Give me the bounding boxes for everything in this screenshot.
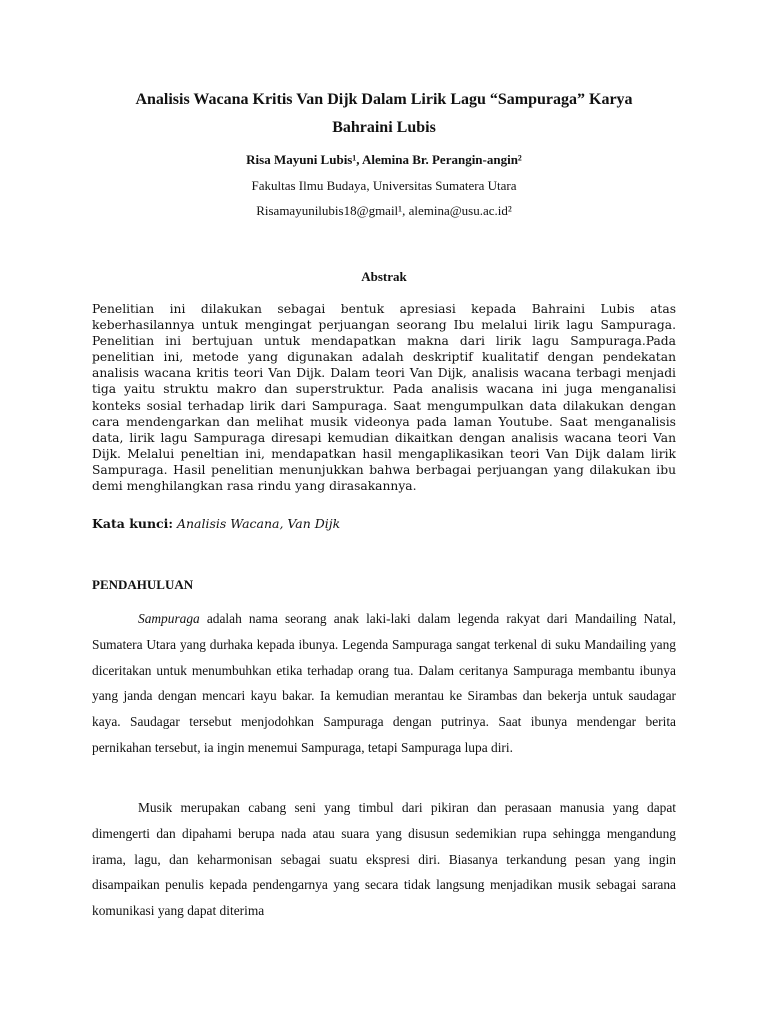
- intro-paragraph-2: Musik merupakan cabang seni yang timbul dari pikiran dan perasaan manusia yang dapat dimengerti dan dipahami berupa nada atau suara yang disusun sedemikian rupa sehingga mengandung irama, lagu, dan keharmonisan sebagai suatu ekspresi diri. Biasanya terkandung pesan yang ingin disampaikan penulis kepada pendengarnya yang secara tidak langsung menjadikan musik sebagai sarana komunikasi yang dapat diterima: [92, 800, 676, 919]
- intro-paragraph-1-rest: adalah nama seorang anak laki-laki dalam legenda rakyat dari Mandailing Natal, Sumatera Utara yang durhaka kepada ibunya. Legenda Sampuraga sangat terkenal di suku Mandailing yang diceritakan untuk menumbuhkan etika terhadap orang tua. Dalam ceritanya Sampuraga membantu ibunya yang janda dengan mencari kayu bakar. Ia kemudian merantau ke Sirambas dan bekerja untuk saudagar kaya. Saudagar tersebut menjodohkan Sampuraga dengan putrinya. Saat ibunya mendengar berita pernikahan tersebut, ia ingin menemui Sampuraga, tetapi Sampuraga lupa diri.: [92, 611, 676, 755]
- paper-title-line-1: Analisis Wacana Kritis Van Dijk Dalam Lirik Lagu “Sampuraga” Karya: [135, 91, 633, 108]
- intro-paragraph-1-lead: Sampuraga: [138, 611, 200, 626]
- paper-title-line-2: Bahraini Lubis: [332, 119, 436, 136]
- paper-authors: Risa Mayuni Lubis¹, Alemina Br. Perangin-angin²: [246, 152, 522, 167]
- paper-title: [92, 86, 676, 142]
- paper-affiliation: Fakultas Ilmu Budaya, Universitas Sumatera Utara: [251, 178, 517, 193]
- keywords-label: Kata kunci:: [92, 516, 173, 531]
- intro-paragraph-1: [92, 606, 676, 761]
- paper-emails: Risamayunilubis18@gmail¹, alemina@usu.ac.id²: [256, 203, 512, 218]
- section-heading-pendahuluan: PENDAHULUAN: [92, 577, 194, 592]
- abstract-text: Penelitian ini dilakukan sebagai bentuk apresiasi kepada Bahraini Lubis atas keberhasilannya untuk mengingat perjuangan seorang Ibu melalui lirik lagu Sampuraga. Penelitian ini bertujuan untuk mendapatkan makna dari lirik lagu Sampuraga.Pada penelitian ini, metode yang digunakan adalah deskriptif kualitatif dengan pendekatan analisis wacana kritis teori Van Dijk. Dalam teori Van Dijk, analisis wacana terbagi menjadi tiga yaitu struktu makro dan superstruktur. Pada analisis wacana ini juga menganalisi konteks sosial terhadap lirik dari Sampuraga. Saat mengumpulkan data dilakukan dengan cara mendengarkan dan melihat musik videonya pada laman Youtube. Saat menganalisis data, lirik lagu Sampuraga diresapi kemudian dikaitkan dengan analisis wacana teori Van Dijk. Melalui peneltian ini, mendapatkan hasil mengaplikasikan teori Van Dijk dalam lirik Sampuraga. Hasil penelitian menunjukkan bahwa berbagai perjuangan yang dilakukan ibu demi menghilangkan rasa rindu yang dirasakannya.: [92, 302, 676, 494]
- keywords: [92, 516, 676, 531]
- keywords-value: Analisis Wacana, Van Dijk: [176, 516, 341, 531]
- abstract-heading: Abstrak: [361, 269, 407, 284]
